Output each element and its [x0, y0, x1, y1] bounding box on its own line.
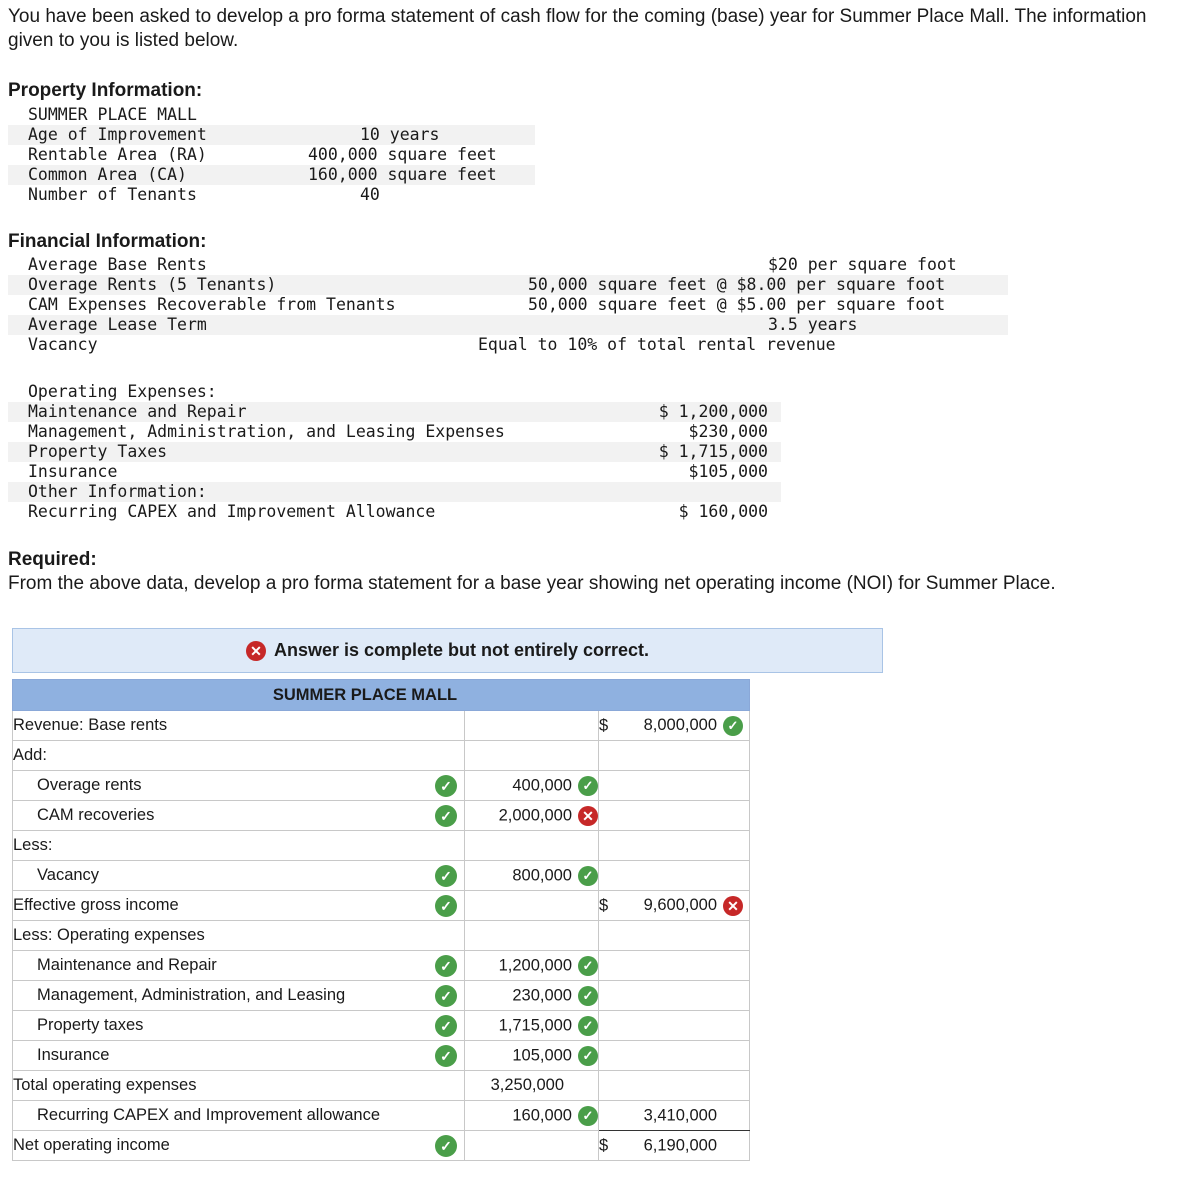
table-row [13, 1101, 750, 1131]
mid-cell [465, 861, 599, 891]
financial-value: $20 per square foot [768, 255, 957, 274]
operating-value: $ 1,200,000 [658, 402, 768, 421]
property-value: 160,000 square feet [308, 165, 497, 184]
financial-heading: Financial Information: [8, 231, 207, 252]
label-cell [13, 801, 465, 831]
property-value: 10 years [360, 125, 440, 144]
check-circle-icon: ✓ [578, 1016, 598, 1036]
right-cell [599, 1011, 750, 1041]
x-circle-icon: ✕ [246, 641, 266, 661]
property-heading: Property Information: [8, 80, 203, 101]
management-label[interactable]: Management, Administration, and Leasing [37, 986, 346, 1004]
statement-title: SUMMER PLACE MALL [13, 680, 750, 711]
table-row [13, 1041, 750, 1071]
label-cell [13, 981, 465, 1011]
financial-label: Average Lease Term [28, 315, 207, 334]
mid-cell [465, 1041, 599, 1071]
right-cell [599, 801, 750, 831]
label-cell [13, 891, 465, 921]
dollar-sign: $ [599, 896, 609, 914]
x-circle-icon: ✕ [723, 896, 743, 916]
right-cell [599, 1131, 750, 1161]
financial-value: 50,000 square feet @ $5.00 per square foot [528, 295, 946, 314]
dollar-sign: $ [599, 716, 609, 734]
check-circle-icon: ✓ [435, 1045, 457, 1067]
table-row [13, 741, 750, 771]
check-circle-icon: ✓ [435, 895, 457, 917]
operating-value: $ 1,715,000 [658, 442, 768, 461]
financial-value: 50,000 square feet @ $8.00 per square foot [528, 275, 946, 294]
row-label: Total operating expenses [13, 1071, 465, 1101]
operating-label: Management, Administration, and Leasing Expenses [28, 422, 505, 441]
property-value: 40 [360, 185, 380, 204]
right-cell [599, 831, 750, 861]
cam-recoveries-label[interactable]: CAM recoveries [37, 806, 155, 824]
row-label: Add: [13, 741, 465, 771]
required-heading: Required: [8, 549, 97, 570]
check-circle-icon: ✓ [435, 1015, 457, 1037]
maintenance-label[interactable]: Maintenance and Repair [37, 956, 217, 974]
operating-label: Maintenance and Repair [28, 402, 247, 421]
mid-cell [465, 1101, 599, 1131]
right-cell [599, 891, 750, 921]
check-circle-icon: ✓ [435, 865, 457, 887]
operating-value: $230,000 [688, 422, 768, 441]
property-taxes-input[interactable]: 1,715,000 [498, 1015, 572, 1034]
row-label: Revenue: Base rents [13, 711, 465, 741]
label-cell [13, 951, 465, 981]
check-circle-icon: ✓ [578, 1046, 598, 1066]
property-value: 400,000 square feet [308, 145, 497, 164]
table-row [13, 1011, 750, 1041]
capex-input[interactable]: 160,000 [512, 1105, 572, 1124]
check-circle-icon: ✓ [435, 955, 457, 977]
financial-label: Vacancy [28, 335, 98, 354]
cam-recoveries-input[interactable]: 2,000,000 [498, 805, 572, 824]
check-circle-icon: ✓ [435, 985, 457, 1007]
mid-cell [465, 711, 599, 741]
mid-cell [465, 771, 599, 801]
egi-label[interactable]: Effective gross income [13, 896, 179, 914]
financial-value: 3.5 years [768, 315, 858, 334]
maintenance-input[interactable]: 1,200,000 [498, 955, 572, 974]
mid-cell [465, 891, 599, 921]
table-row [13, 801, 750, 831]
answer-status-banner [12, 628, 883, 673]
table-row [13, 1131, 750, 1161]
table-row [13, 891, 750, 921]
total-deductions-value: 3,410,000 [643, 1106, 717, 1124]
right-cell [599, 771, 750, 801]
check-circle-icon: ✓ [435, 775, 457, 797]
x-circle-icon: ✕ [578, 806, 598, 826]
table-row [13, 951, 750, 981]
right-cell [599, 861, 750, 891]
financial-value: Equal to 10% of total rental revenue [478, 335, 836, 354]
overage-rents-label[interactable]: Overage rents [37, 776, 142, 794]
vacancy-label[interactable]: Vacancy [37, 866, 100, 884]
table-row [13, 921, 750, 951]
right-cell [599, 1041, 750, 1071]
right-cell [599, 981, 750, 1011]
label-cell [13, 771, 465, 801]
noi-label[interactable]: Net operating income [13, 1136, 170, 1154]
check-circle-icon: ✓ [435, 1135, 457, 1157]
table-row [13, 1071, 750, 1101]
answer-status-text: Answer is complete but not entirely correct. [273, 640, 650, 660]
row-label: Less: [13, 831, 465, 861]
pro-forma-table [12, 679, 750, 1161]
label-cell [13, 861, 465, 891]
intro-text: You have been asked to develop a pro forma statement of cash flow for the coming (base) year for Summer Place Mall. The information given to you is listed below. [8, 6, 1147, 51]
property-label: Rentable Area (RA) [28, 145, 207, 164]
vacancy-input[interactable]: 800,000 [512, 865, 572, 884]
capex-label: Recurring CAPEX and Improvement Allowance [28, 502, 436, 521]
required-text: From the above data, develop a pro forma statement for a base year showing net operating income (NOI) for Summer Place. [8, 573, 1056, 594]
check-circle-icon: ✓ [578, 776, 598, 796]
other-heading: Other Information: [28, 482, 207, 501]
check-circle-icon: ✓ [723, 716, 743, 736]
property-taxes-label[interactable]: Property taxes [37, 1016, 144, 1034]
label-cell [13, 1131, 465, 1161]
table-row [13, 981, 750, 1011]
right-cell [599, 1101, 750, 1131]
operating-heading: Operating Expenses: [28, 382, 217, 401]
financial-label: Average Base Rents [28, 255, 207, 274]
insurance-input[interactable]: 105,000 [512, 1045, 572, 1064]
table-row [13, 711, 750, 741]
capex-value: $ 160,000 [678, 502, 768, 521]
check-circle-icon: ✓ [578, 956, 598, 976]
mid-cell [465, 921, 599, 951]
mid-cell [465, 981, 599, 1011]
check-circle-icon: ✓ [435, 805, 457, 827]
financial-label: Overage Rents (5 Tenants) [28, 275, 277, 294]
label-cell [13, 1041, 465, 1071]
noi-value: 6,190,000 [643, 1136, 717, 1154]
management-input[interactable]: 230,000 [512, 985, 572, 1004]
mid-cell [465, 831, 599, 861]
right-cell [599, 741, 750, 771]
label-cell [13, 1011, 465, 1041]
operating-value: $105,000 [688, 462, 768, 481]
mid-cell [465, 1011, 599, 1041]
check-circle-icon: ✓ [578, 1106, 598, 1126]
table-row [13, 771, 750, 801]
row-label: Recurring CAPEX and Improvement allowance [13, 1101, 465, 1131]
table-row [13, 861, 750, 891]
mid-cell [465, 741, 599, 771]
operating-label: Insurance [28, 462, 118, 481]
right-cell [599, 921, 750, 951]
insurance-label[interactable]: Insurance [37, 1046, 110, 1064]
row-label: Less: Operating expenses [13, 921, 465, 951]
check-circle-icon: ✓ [578, 866, 598, 886]
financial-label: CAM Expenses Recoverable from Tenants [28, 295, 396, 314]
operating-label: Property Taxes [28, 442, 168, 461]
right-cell [599, 1071, 750, 1101]
base-rents-input[interactable]: 8,000,000 [643, 716, 717, 734]
right-cell [599, 711, 750, 741]
required-block [8, 548, 1056, 596]
egi-input[interactable]: 9,600,000 [643, 896, 717, 914]
dollar-sign: $ [599, 1136, 609, 1154]
mid-cell [465, 951, 599, 981]
property-label: Common Area (CA) [28, 165, 187, 184]
mid-cell [465, 801, 599, 831]
property-label: Number of Tenants [28, 185, 197, 204]
overage-rents-input[interactable]: 400,000 [512, 775, 572, 794]
total-opex-value: 3,250,000 [465, 1071, 599, 1101]
property-name: SUMMER PLACE MALL [28, 105, 197, 124]
mid-cell [465, 1131, 599, 1161]
check-circle-icon: ✓ [578, 986, 598, 1006]
right-cell [599, 951, 750, 981]
property-label: Age of Improvement [28, 125, 207, 144]
table-row [13, 831, 750, 861]
